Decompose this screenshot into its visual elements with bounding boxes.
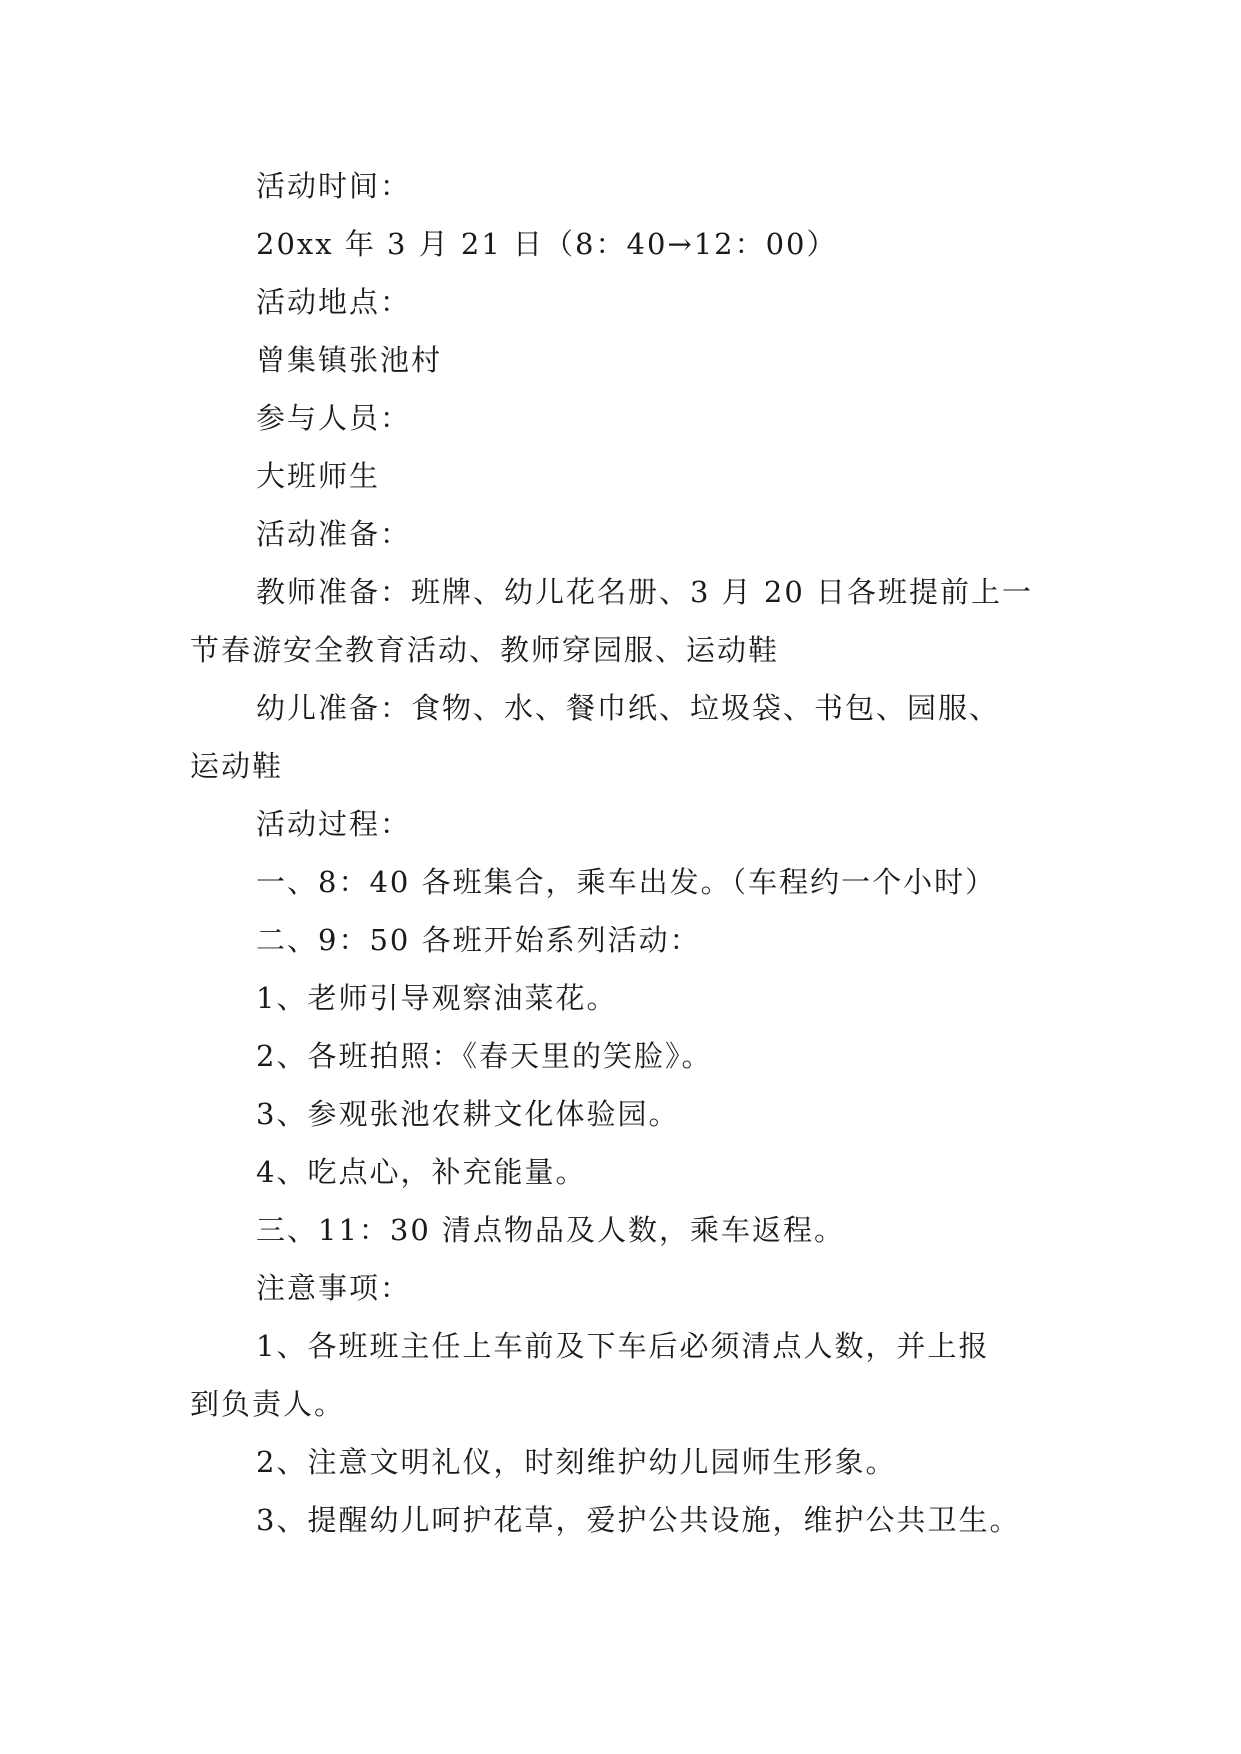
heading-activity-location: 活动地点： [256,285,412,319]
participants-value: 大班师生 [256,459,381,493]
heading-activity-time: 活动时间： [256,169,412,203]
process-substep-1: 1、老师引导观察油菜花。 [256,981,618,1015]
activity-time-value: 20xx 年 3 月 21 日（8：40→12：00） [256,227,838,261]
document-body [190,157,1070,1549]
heading-preparation: 活动准备： [256,517,412,551]
process-substep-4: 4、吃点心，补充能量。 [256,1155,587,1189]
process-substep-2: 2、各班拍照：《春天里的笑脸》。 [256,1039,713,1073]
note-1-line-1: 1、各班班主任上车前及下车后必须清点人数，并上报 [256,1329,990,1363]
heading-notes: 注意事项： [256,1271,412,1305]
teacher-preparation-line-2: 节春游安全教育活动、教师穿园服、运动鞋 [190,633,780,667]
heading-process: 活动过程： [256,807,412,841]
note-2: 2、注意文明礼仪，时刻维护幼儿园师生形象。 [256,1445,897,1479]
process-step-1: 一、8：40 各班集合，乘车出发。（车程约一个小时） [256,865,997,899]
child-preparation-line-2: 运动鞋 [190,749,284,783]
note-1-line-2: 到负责人。 [190,1387,346,1421]
process-step-3: 三、11：30 清点物品及人数，乘车返程。 [256,1213,846,1247]
child-preparation-line-1: 幼儿准备：食物、水、餐巾纸、垃圾袋、书包、园服、 [256,691,1001,725]
activity-location-value: 曾集镇张池村 [256,343,443,377]
teacher-preparation-line-1: 教师准备：班牌、幼儿花名册、3 月 20 日各班提前上一 [256,575,1034,609]
process-substep-3: 3、参观张池农耕文化体验园。 [256,1097,680,1131]
process-step-2: 二、9：50 各班开始系列活动： [256,923,701,957]
note-3: 3、提醒幼儿呵护花草，爱护公共设施，维护公共卫生。 [256,1503,1021,1537]
heading-participants: 参与人员： [256,401,412,435]
